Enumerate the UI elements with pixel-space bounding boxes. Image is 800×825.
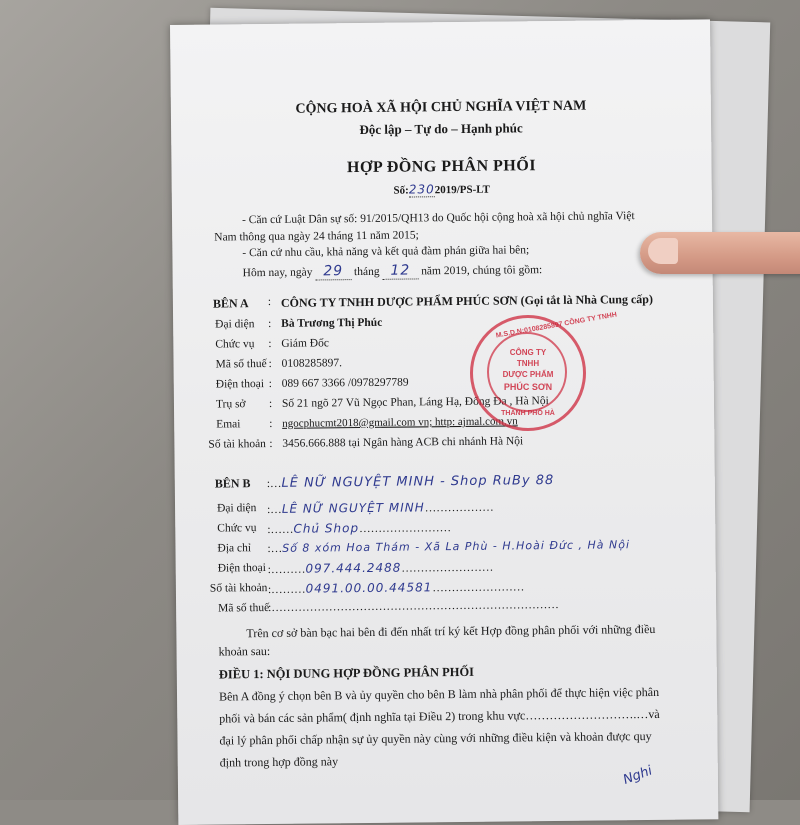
party-a-row-value: Giám Đốc — [281, 337, 329, 349]
party-a-row-value: ngocphucmt2018@gmail.com vn; http: ajmal.com.vn — [282, 415, 518, 429]
motto: Độc lập – Tự do – Hạnh phúc — [171, 118, 711, 140]
intro-line-2: khoản sau: — [218, 644, 270, 660]
stamp-line-4: PHÚC SƠN — [473, 382, 583, 392]
party-a-row-label: Đại diện — [215, 318, 254, 330]
stamp-line-3: DƯỢC PHẨM — [473, 370, 583, 379]
fingernail — [648, 238, 678, 264]
party-b-row-field: :………097.444.2488…………………… — [268, 560, 494, 576]
number-suffix: 2019/PS-LT — [435, 184, 490, 197]
party-a-row-value: 3456.666.888 tại Ngân hàng ACB chi nhánh Hà Nội — [282, 435, 523, 450]
party-a-row-label: Điện thoại — [216, 378, 264, 391]
article-1-line-4: định trong hợp đồng này — [220, 754, 338, 770]
article-1-line-3: đại lý phân phối chấp nhận sự ủy quyền này cùng với những điều kiện và khoản được quy — [219, 729, 651, 749]
colon: : — [268, 296, 271, 308]
stamp-bottom-text: THÀNH PHỐ HÀ — [473, 410, 583, 417]
preamble-line-1: - Căn cứ Luật Dân sự số: 91/2015/QH13 do Quốc hội cộng hoà xã hội chủ nghĩa Việt — [242, 210, 635, 226]
party-a-row-label: Trụ sở — [216, 398, 246, 410]
colon: : — [269, 438, 272, 450]
party-a-row-label: Số tài khoản — [208, 438, 266, 451]
party-b-row-field: :…Số 8 xóm Hoa Thám - Xã La Phù - H.Hoài Đức , Hà Nội — [267, 538, 630, 555]
initials-signature: Nghi — [621, 763, 654, 788]
party-b-row-label: Chức vụ — [217, 522, 256, 534]
party-b-row-label: Số tài khoản — [210, 582, 268, 595]
party-a-row-value: 089 667 3366 /0978297789 — [282, 377, 409, 390]
party-b-row-label: Mã số thuế — [218, 602, 269, 615]
party-b-row-value: 097.444.2488 — [305, 561, 401, 576]
number-prefix: Số: — [393, 185, 408, 197]
date-month-word: tháng — [354, 266, 380, 278]
party-b-row-value: Số 8 xóm Hoa Thám - Xã La Phù - H.Hoài Đức , Hà Nội — [282, 538, 630, 555]
colon: : — [269, 418, 272, 430]
colon: : — [268, 338, 271, 350]
stamp-ring-text: M.S.D.N:0108285897 CÔNG TY TNHH — [495, 311, 617, 339]
party-b-row-label: Đại diện — [217, 502, 256, 514]
party-a-row-value: Bà Trương Thị Phúc — [281, 317, 382, 330]
contract-page — [170, 19, 718, 825]
preamble-line-3: - Căn cứ nhu cầu, khả năng và kết quả đàm phán giữa hai bên; — [242, 244, 529, 259]
document-number — [172, 179, 712, 199]
number-handwritten: 230 — [409, 182, 435, 197]
party-b-row-field: :……Chủ Shop…………………… — [267, 520, 451, 536]
party-b-row-field: :………0491.00.00.44581…………………… — [268, 579, 525, 596]
stamp-line-1: CÔNG TY — [473, 348, 583, 357]
party-b-row-field: :………………………………………………………………… — [268, 599, 559, 614]
colon: : — [268, 318, 271, 330]
party-a-row-label: Mã số thuế — [215, 358, 266, 371]
nation-heading: CỘNG HOÀ XÃ HỘI CHỦ NGHĨA VIỆT NAM — [171, 97, 711, 119]
party-b-row-value: Chủ Shop — [293, 521, 359, 536]
stamp-line-2: TNHH — [473, 359, 583, 368]
party-b-row-value: 0491.00.00.44581 — [306, 580, 433, 595]
date-suffix: năm 2019, chúng tôi gồm: — [421, 264, 542, 277]
company-stamp — [470, 315, 586, 431]
colon: : — [268, 358, 271, 370]
document-title: HỢP ĐỒNG PHÂN PHỐI — [171, 155, 711, 179]
article-1-line-1: Bên A đồng ý chọn bên B và ủy quyền cho bên B làm nhà phân phối để thực hiện việc phân — [219, 685, 659, 705]
date-month: 12 — [382, 262, 418, 279]
party-b-row-value: LÊ NỮ NGUYỆT MINH — [282, 500, 425, 515]
party-b-label: BÊN B — [215, 476, 251, 491]
preamble-line-2: Nam thông qua ngày 24 tháng 11 năm 2015; — [214, 229, 419, 243]
date-prefix: Hôm nay, ngày — [243, 267, 313, 280]
party-a-label: BÊN A — [213, 296, 249, 311]
colon: : — [269, 378, 272, 390]
party-b-row-field: :…LÊ NỮ NGUYỆT MINH……………… — [267, 500, 494, 516]
party-a-row-label: Chức vụ — [215, 338, 254, 350]
party-a-row-label: Emai — [216, 418, 240, 430]
party-b-name: LÊ NỮ NGUYỆT MINH - Shop RuBy 88 — [281, 473, 554, 491]
party-b-row-label: Địa chỉ — [217, 542, 251, 554]
colon: : — [269, 398, 272, 410]
intro-line-1: Trên cơ sở bàn bạc hai bên đi đến nhất trí ký kết Hợp đồng phân phối với những điều — [246, 622, 655, 641]
party-a-row-value: Số 21 ngõ 27 Vũ Ngọc Phan, Láng Hạ, Đống Đa , Hà Nội — [282, 395, 549, 410]
party-b-name-field: :…LÊ NỮ NGUYỆT MINH - Shop RuBy 88 — [267, 473, 597, 491]
date-day: 29 — [315, 263, 351, 280]
preamble-date — [243, 261, 543, 280]
article-1-line-2: phối và bán các sản phẩm( định nghĩa tại Điều 2) trong khu vực……………………….…và — [219, 707, 660, 727]
party-a-name: CÔNG TY TNHH DƯỢC PHẨM PHÚC SƠN (Gọi tắt là Nhà Cung cấp) — [281, 292, 653, 311]
article-1-title: ĐIỀU 1: NỘI DUNG HỢP ĐỒNG PHÂN PHỐI — [219, 665, 474, 683]
party-b-row-label: Điện thoại — [218, 562, 266, 575]
party-a-row-value: 0108285897. — [281, 357, 341, 370]
